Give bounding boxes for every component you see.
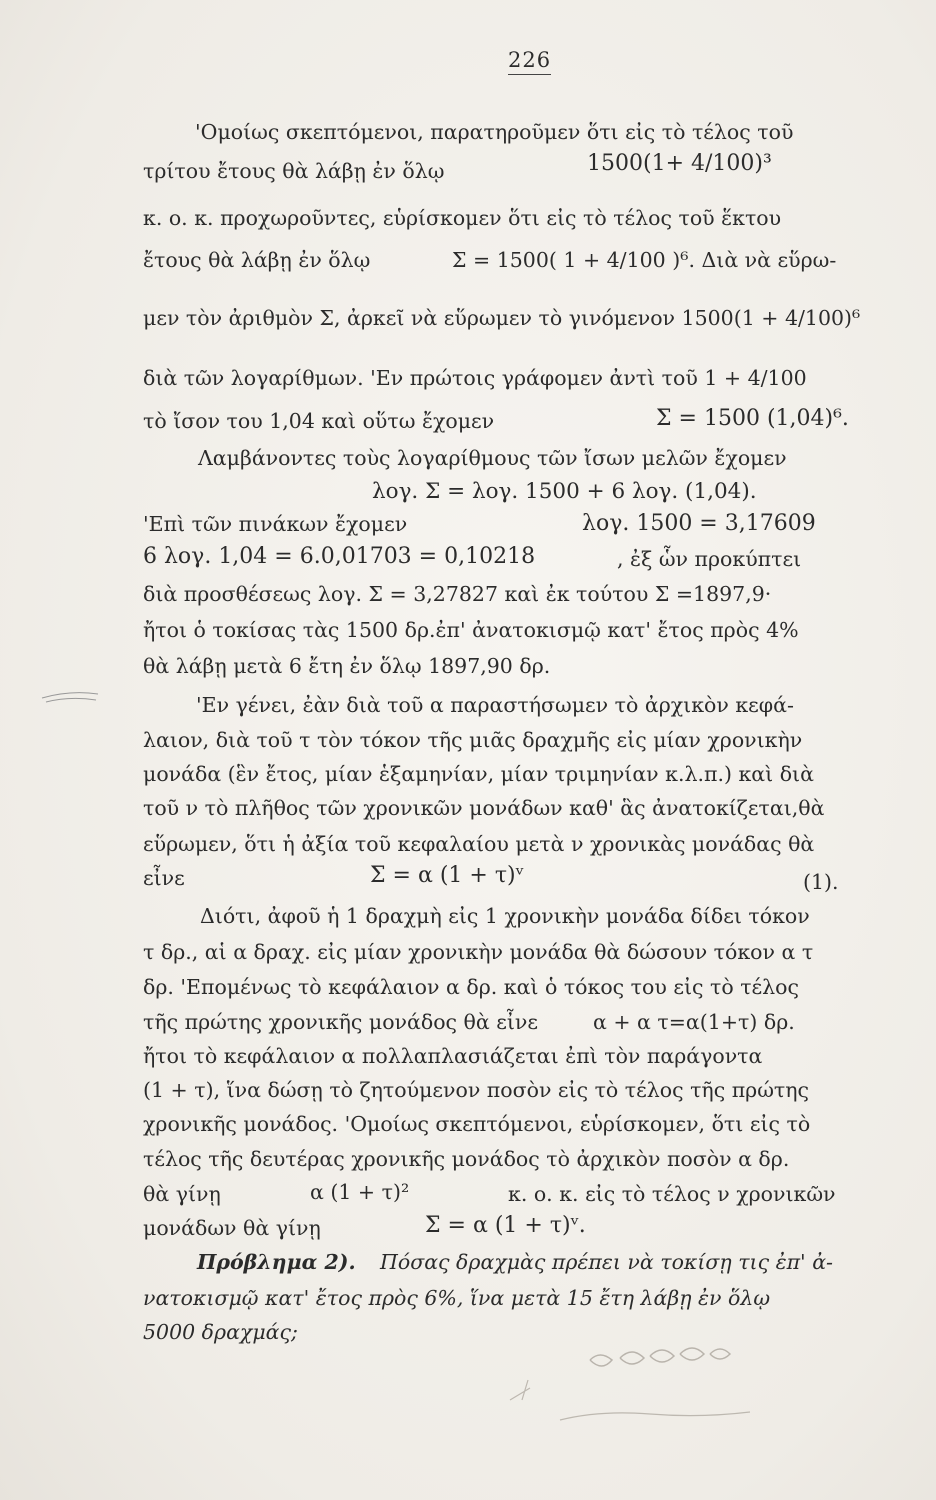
text-line-4: ἔτους θὰ λάβῃ ἐν ὅλῳ [143,248,371,272]
formula-2: Σ = 1500( 1 + 4/100 )⁶. Διὰ νὰ εὕρω- [452,248,837,272]
text-line-12: ἤτοι ὁ τοκίσας τὰς 1500 δρ.ἐπ' ἀνατοκισμῷ κατ' ἔτος πρὸς 4% [143,618,799,642]
formula-9: α (1 + τ)² [310,1180,410,1204]
problem-text-3: 5000 δραχμάς; [143,1320,298,1344]
text-line-26: χρονικῆς μονάδος. 'Ομοίως σκεπτόμενοι, εὑρίσκομεν, ὅτι εἰς τὸ [143,1112,811,1136]
formula-7: Σ = α (1 + τ)ᵛ [370,863,524,888]
text-line-16: μονάδα (ἓν ἔτος, μίαν ἑξαμηνίαν, μίαν τριμηνίαν κ.λ.π.) καὶ διὰ [143,762,814,786]
text-line-7: τὸ ἴσον του 1,04 καὶ οὕτω ἔχομεν [143,409,495,433]
margin-pencil-mark [40,688,100,708]
text-line-10: , ἐξ ὧν προκύπτει [617,547,802,571]
formula-8: α + α τ=α(1+τ) δρ. [593,1010,795,1034]
text-line-22: δρ. 'Επομένως τὸ κεφάλαιον α δρ. καὶ ὁ τόκος του εἰς τὸ τέλος [143,975,799,999]
problem-heading: Πρόβλημα 2). [197,1250,356,1274]
formula-1: 1500(1+ 4/100)³ [587,151,772,176]
pencil-scribble [500,1320,820,1500]
text-line-17: τοῦ ν τὸ πλῆθος τῶν χρονικῶν μονάδων καθ' ἃς ἀνατοκίζεται,θὰ [143,796,825,820]
text-line-14: 'Εν γένει, ἐὰν διὰ τοῦ α παραστήσωμεν τὸ ἀρχικὸν κεφά- [196,693,794,717]
text-line-21: τ δρ., αἱ α δραχ. εἰς μίαν χρονικὴν μονάδα θὰ δώσουν τόκον α τ [143,940,814,964]
text-line-28: θὰ γίνῃ [143,1182,221,1206]
text-line-2: τρίτου ἔτους θὰ λάβῃ ἐν ὅλῳ [143,159,445,183]
text-line-9: 'Επὶ τῶν πινάκων ἔχομεν [143,512,408,536]
problem-text-1: Πόσας δραχμὰς πρέπει νὰ τοκίσῃ τις ἐπ' ἀ- [380,1250,833,1274]
text-line-27: τέλος τῆς δευτέρας χρονικῆς μονάδος τὸ ἀρχικὸν ποσὸν α δρ. [143,1147,790,1171]
text-line-30: μονάδων θὰ γίνῃ [143,1216,321,1240]
text-line-23: τῆς πρώτης χρονικῆς μονάδος θὰ εἶνε [143,1010,538,1034]
formula-10: Σ = α (1 + τ)ᵛ. [425,1213,586,1238]
formula-6: 6 λογ. 1,04 = 6.0,01703 = 0,10218 [143,544,536,569]
text-line-25: (1 + τ), ἵνα δώσῃ τὸ ζητούμενον ποσὸν εἰς τὸ τέλος τῆς πρώτης [143,1078,810,1102]
text-line-20: Διότι, ἀφοῦ ἡ 1 δραχμὴ εἰς 1 χρονικὴν μονάδα δίδει τόκον [200,904,810,928]
formula-5: λογ. 1500 = 3,17609 [582,511,816,536]
text-line-13: θὰ λάβῃ μετὰ 6 ἔτη ἐν ὅλῳ 1897,90 δρ. [143,654,551,678]
text-line-8: Λαμβάνοντες τοὺς λογαρίθμους τῶν ἴσων μελῶν ἔχομεν [198,446,787,470]
formula-4: λογ. Σ = λογ. 1500 + 6 λογ. (1,04). [372,479,757,504]
formula-3: Σ = 1500 (1,04)⁶. [656,406,849,431]
text-line-5: μεν τὸν ἀριθμὸν Σ, ἀρκεῖ νὰ εὕρωμεν τὸ γινόμενον 1500(1 + 4/100)⁶ [143,306,861,330]
text-line-29: κ. ο. κ. εἰς τὸ τέλος ν χρονικῶν [508,1182,836,1206]
equation-number: (1). [803,870,839,894]
text-line-1: 'Ομοίως σκεπτόμενοι, παρατηροῦμεν ὅτι εἰς τὸ τέλος τοῦ [195,120,794,144]
text-line-19: εἶνε [143,866,185,890]
text-line-15: λαιον, διὰ τοῦ τ τὸν τόκον τῆς μιᾶς δραχμῆς εἰς μίαν χρονικὴν [143,728,803,752]
problem-text-2: νατοκισμῷ κατ' ἔτος πρὸς 6%, ἵνα μετὰ 15 ἔτη λάβῃ ἐν ὅλῳ [143,1286,771,1310]
text-line-24: ἤτοι τὸ κεφάλαιον α πολλαπλασιάζεται ἐπὶ τὸν παράγοντα [143,1044,763,1068]
text-line-6: διὰ τῶν λογαρίθμων. 'Εν πρώτοις γράφομεν ἀντὶ τοῦ 1 + 4/100 [143,366,807,390]
text-line-18: εὕρωμεν, ὅτι ἡ ἀξία τοῦ κεφαλαίου μετὰ ν χρονικὰς μονάδας θὰ [143,832,815,856]
text-line-11: διὰ προσθέσεως λογ. Σ = 3,27827 καὶ ἐκ τούτου Σ =1897,9· [143,582,772,606]
text-line-3: κ. ο. κ. προχωροῦντες, εὑρίσκομεν ὅτι εἰς τὸ τέλος τοῦ ἕκτου [143,206,782,230]
page-number: 226 [508,48,551,75]
